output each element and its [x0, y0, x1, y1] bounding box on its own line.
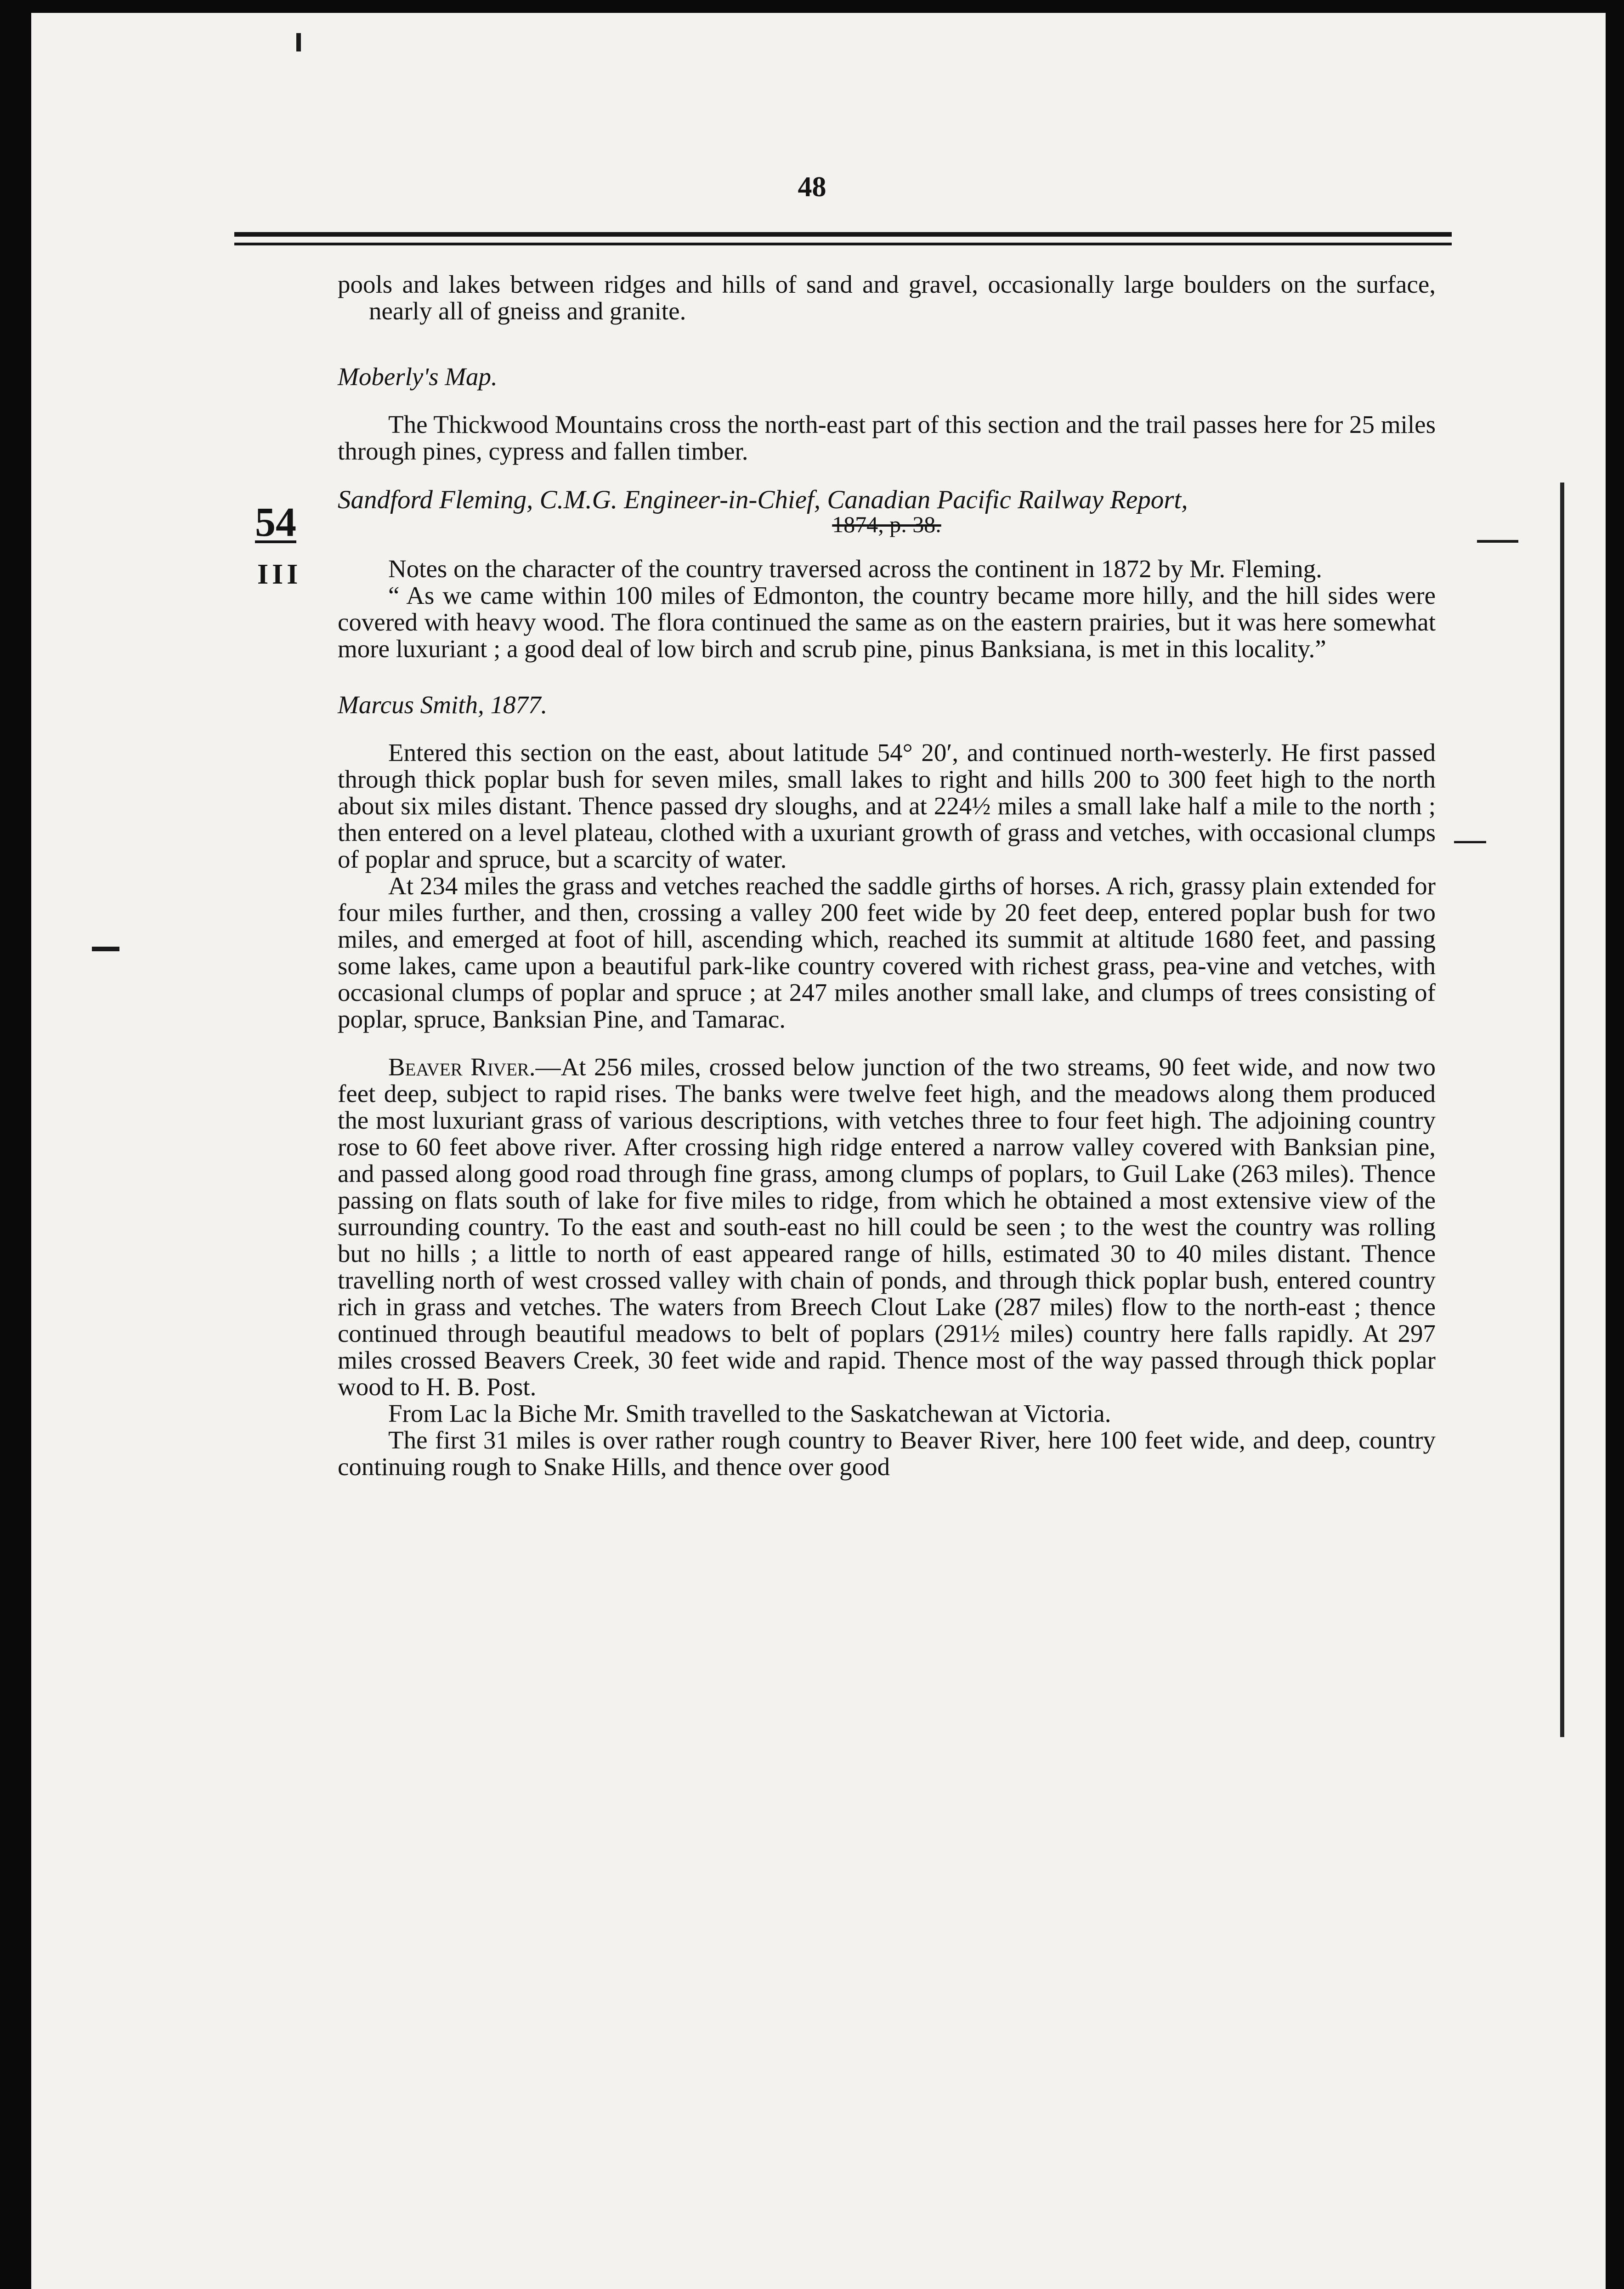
- heading-marcus-smith: Marcus Smith, 1877.: [338, 691, 548, 719]
- paragraph-entered-section: Entered this section on the east, about latitude 54° 20′, and continued north-westerly. He first passed through thick poplar bush for seven miles, small lakes to right and hills 200 to 300 feet high to the north about six miles distant. Thence passed dry sloughs, and at 224½ miles a small lake half a mile to the north ; then entered on a level plateau, clothed with a uxuriant growth of grass and vetches, with occasional clumps of poplar and spruce, but a scarcity of water.: [338, 738, 1436, 873]
- paragraph-234-miles: At 234 miles the grass and vetches reached the saddle girths of horses. A rich, grassy plain extended for four miles further, and then, crossing a valley 200 feet wide by 20 feet deep, entered poplar bush for two miles, and emerged at foot of hill, ascending which, reached its summit at altitude 1680 feet, and passing some lakes, came upon a beautiful park-like country covered with richest grass, pea-vine and vetches, with occasional clumps of poplar and spruce ; at 247 miles another small lake, and clumps of trees consisting of poplar, spruce, Banksian Pine, and Tamarac.: [338, 872, 1436, 1033]
- scan-border-right: [1606, 0, 1624, 2289]
- scan-border-left: [0, 0, 31, 2289]
- paragraph-fleming-quote: “ As we came within 100 miles of Edmonton, the country became more hilly, and the hill sides were covered with heavy wood. The flora continued the same as on the eastern prairies, but it was here somewhat more luxuriant ; a good deal of low birch and scrub pine, pinus Banksiana, is met in this locality.”: [338, 581, 1436, 663]
- beaver-river-lead: Beaver River.: [388, 1053, 536, 1081]
- margin-bracket-line: [1560, 483, 1564, 1737]
- paragraph-continuation: pools and lakes between ridges and hills of sand and gravel, occasionally large boulders on the surface, nearly all of gneiss and granite.: [338, 270, 1436, 325]
- scan-speck: [296, 33, 301, 51]
- heading-fleming-page: 1874, p. 38.: [832, 511, 941, 537]
- paragraph-lac-la-biche: From Lac la Biche Mr. Smith travelled to the Saskatchewan at Victoria.: [388, 1399, 1111, 1427]
- scan-border-top: [0, 0, 1624, 13]
- margin-reference-number: 54: [255, 500, 296, 545]
- body-text: [338, 271, 1436, 1480]
- paragraph-fleming-notes: Notes on the character of the country traversed across the continent in 1872 by Mr. Fleming.: [388, 555, 1322, 583]
- paragraph-first-31-miles: The first 31 miles is over rather rough country to Beaver River, here 100 feet wide, and deep, country continuing rough to Snake Hills, and thence over good: [338, 1426, 1436, 1481]
- margin-roman-numeral: III: [257, 559, 302, 590]
- paragraph-thickwood: The Thickwood Mountains cross the north-east part of this section and the trail passes here for 25 miles through pines, cypress and fallen timber.: [338, 410, 1436, 465]
- heading-fleming-report: Sandford Fleming, C.M.G. Engineer-in-Chief, Canadian Pacific Railway Report,: [338, 485, 1188, 514]
- beaver-river-body: —At 256 miles, crossed below junction of the two streams, 90 feet wide, and now two feet deep, subject to rapid rises. The banks were twelve feet high, and the meadows along them produced the most luxuriant grass of various descriptions, with vetches three to four feet high. The adjoining country rose to 60 feet above river. After crossing high ridge entered a narrow valley covered with Banksian pine, and passed along good road through fine grass, among clumps of poplars, to Guil Lake (263 miles). Thence passing on flats south of lake for five miles to ridge, from which he obtained a most extensive view of the surrounding country. To the east and south-east no hill could be seen ; to the west the country was rolling but no hills ; a little to north of east appeared range of hills, estimated 30 to 40 miles distant. Thence travelling north of west crossed valley with chain of ponds, and through thick poplar bush, entered country rich in grass and vetches. The waters from Breech Clout Lake (287 miles) flow to the north-east ; thence continued through beautiful meadows to belt of poplars (291½ miles) country here falls rapidly. At 297 miles crossed Beavers Creek, 30 feet wide and rapid. Thence most of the way passed through thick poplar wood to H. B. Post.: [338, 1053, 1436, 1401]
- scan-speck: [92, 947, 119, 951]
- scan-speck: [1477, 540, 1518, 543]
- paragraph-beaver-river: [338, 1054, 1436, 1400]
- header-rule-thick: [234, 232, 1452, 237]
- header-rule-thin: [234, 243, 1452, 245]
- heading-moberly-map: Moberly's Map.: [338, 363, 498, 391]
- scan-speck: [1454, 841, 1486, 843]
- page-number: 48: [798, 171, 826, 203]
